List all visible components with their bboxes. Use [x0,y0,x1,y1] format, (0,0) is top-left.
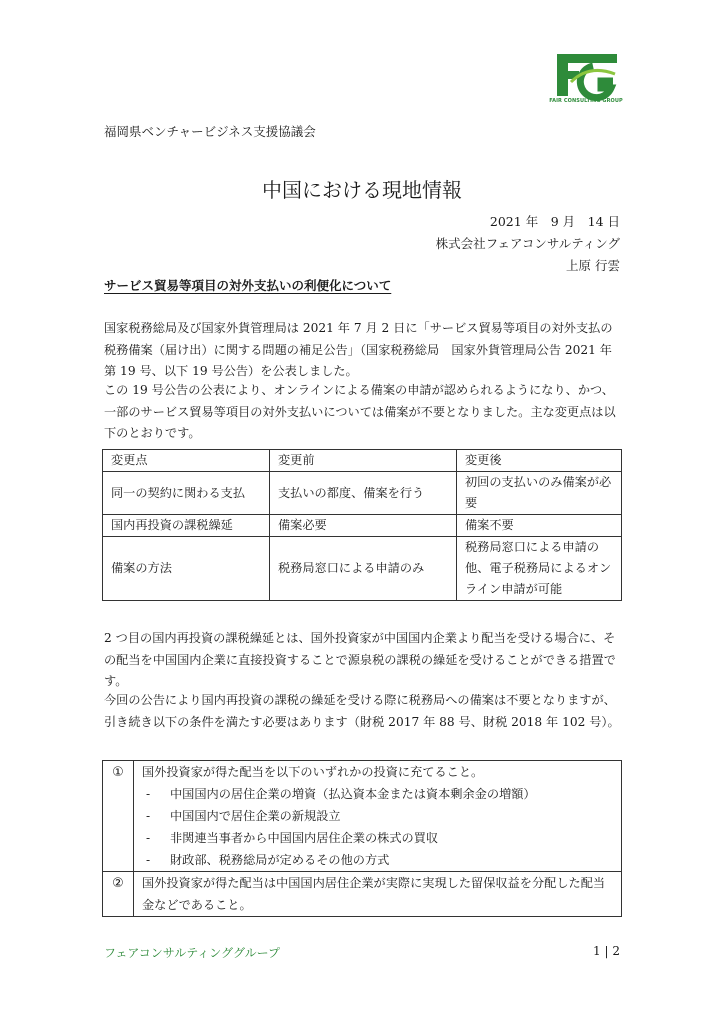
paragraph-conditions-intro: 今回の公告により国内再投資の課税の繰延を受ける際に税務局への備案は不要となりますが、引き続き以下の条件を満たす必要はあります（財税 2017 年 88 号、財税 2018 年 102 号）。 [104,693,620,729]
table-row [103,872,622,917]
condition-number: ① [103,761,134,872]
list-item-text: 中国国内で居住企業の新規設立 [170,809,341,823]
dash-marker: - [146,787,151,801]
subject-heading: サービス貿易等項目の対外支払いの利便化について [104,278,392,293]
logo-caption: FAIR CONSULTING GROUP [549,98,623,104]
table-row [103,515,622,537]
condition-body [134,872,622,917]
condition-body [134,761,622,872]
table-cell: 税務局窓口による申請のみ [270,537,457,601]
table-row [103,537,622,601]
table-cell: 備案必要 [270,515,457,537]
paragraph-intro: 国家税務総局及び国家外貨管理局は 2021 年 7 月 2 日に「サービス貿易等項目の対外支払の税務備案（届け出）に関する問題の補足公告」（国家税務総局 国家外貨管理局公告 2021 年第 19 号、以下 19 号公告）を公表しました。 [104,321,613,378]
company-name: 株式会社フェアコンサルティング [435,236,620,251]
table-row [103,761,622,872]
table-cell: 税務局窓口による申請の他、電子税務局によるオンライン申請が可能 [457,537,622,601]
table-cell: 備案の方法 [103,537,270,601]
page-number: 1 | 2 [593,944,620,958]
table-header-cell: 変更点 [103,450,270,472]
dash-marker: - [146,831,151,845]
table-header-cell: 変更前 [270,450,457,472]
page-title: 中国における現地情報 [262,178,462,202]
recipient: 福岡県ベンチャービジネス支援協議会 [104,124,316,139]
table-cell: 備案不要 [457,515,622,537]
dash-marker: - [146,809,151,823]
table-cell: 同一の契約に関わる支払 [103,472,270,515]
conditions-table [102,760,622,917]
table-cell: 初回の支払いのみ備案が必要 [457,472,622,515]
table-cell: 支払いの都度、備案を行う [270,472,457,515]
dash-marker: - [146,853,151,867]
table-cell: 国内再投資の課税繰延 [103,515,270,537]
table-row [103,472,622,515]
document-date: 2021 年 9 月 14 日 [489,214,620,229]
footer-company: フェアコンサルティンググループ [104,946,281,960]
paragraph-changes-intro: この 19 号公告の公表により、オンラインによる備案の申請が認められるようになり、かつ、一部のサービス貿易等項目の対外支払いについては備案が不要となりました。主な変更点は以下のとおりです。 [104,383,616,440]
author-name: 上原 行雲 [566,258,620,273]
list-item [142,827,613,849]
list-item-text: 中国国内の居住企業の増資（払込資本金または資本剰余金の増額） [170,787,536,801]
table-header-cell: 変更後 [457,450,622,472]
list-item-text: 非関連当事者から中国国内居住企業の株式の買収 [170,831,439,845]
condition-number: ② [103,872,134,917]
list-item [142,849,613,871]
changes-table [102,449,622,601]
list-item [142,805,613,827]
table-header-row [103,450,622,472]
paragraph-reinvestment: 2 つ目の国内再投資の課税繰延とは、国外投資家が中国国内企業より配当を受ける場合に、その配当を中国国内企業に直接投資することで源泉税の課税の繰延を受けることができる措置です。 [104,631,616,688]
condition-text: 国外投資家が得た配当を以下のいずれかの投資に充てること。 [142,765,484,779]
list-item [142,783,613,805]
condition-text: 国外投資家が得た配当は中国国内居住企業が実際に実現した留保収益を分配した配当金などであること。 [142,876,606,912]
list-item-text: 財政部、税務総局が定めるその他の方式 [170,853,390,867]
